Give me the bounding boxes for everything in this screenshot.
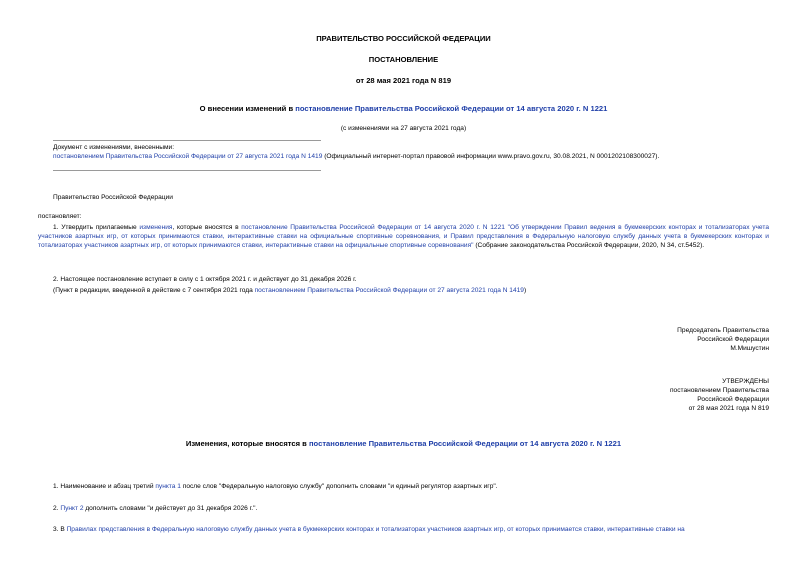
change-2-text-b: дополнить словами "и действует до 31 декабря 2026 г.". (83, 505, 258, 512)
change-2 (53, 505, 257, 514)
change-3-link[interactable]: Правилах представления в Федеральную налоговую службу данных учета в букмекерских конторах и тотализаторах участников азартных игр, от которых принимается ставки, интерактивные ставки на (66, 526, 685, 533)
doc-type-heading: ПОСТАНОВЛЕНИЕ (368, 55, 439, 64)
approved-line-3: Российской Федерации (697, 395, 769, 403)
divider-bottom (53, 170, 321, 171)
signature-name: М.Мишустин (730, 344, 769, 352)
changes-title (0, 439, 807, 449)
change-1 (53, 483, 498, 492)
item-2-note (53, 287, 526, 296)
approved-line-1: УТВЕРЖДЕНЫ (722, 378, 769, 385)
change-1-link[interactable]: пункта 1 (155, 483, 181, 490)
item-1-link-resolution[interactable]: постановление Правительства Российской Федерации от 14 августа 2020 г. N 1221 "Об утверждении Правил ведения в букмекерских конторах и тотализаторах учета участников азартных игр, от которых принимаются ставки, интерактивные ставки на официальные спортивные соревнования, и Правил представления в Федеральную налоговую службу данных учета в букмекерских конторах и тотализаторах участников азартных игр, от которых принимаются ставки, интерактивные ставки на официальные спортивные соревнования" (38, 224, 769, 249)
doc-title (0, 104, 807, 114)
approved-line-4: от 28 мая 2021 года N 819 (688, 404, 769, 412)
item-2-note-text-b: ) (523, 287, 527, 294)
changes-title-link[interactable]: постановление Правительства Российской Федерации от 14 августа 2020 г. N 1221 (308, 439, 622, 448)
doc-title-prefix: О внесении изменений в (199, 104, 296, 113)
changes-info-line1: Документ с изменениями, внесенными: (53, 144, 175, 151)
change-1-text-a: 1. Наименование и абзац третий (53, 483, 156, 490)
signature-block (677, 327, 769, 354)
change-2-text-a: 2. (53, 505, 61, 512)
divider-top (53, 140, 321, 141)
item-1-text-c: (Собрание законодательства Российской Федерации, 2020, N 34, ст.5452). (473, 241, 705, 249)
change-3 (53, 526, 769, 535)
item-1-text-a: 1. Утвердить прилагаемые (53, 224, 140, 231)
changes-info-box (53, 144, 773, 162)
resolves-line: постановляет: (38, 213, 82, 220)
change-1-text-b: после слов "Федеральную налоговую службу" дополнить словами "и единый регулятор азартных игр". (180, 483, 498, 490)
org-heading: ПРАВИТЕЛЬСТВО РОССИЙСКОЙ ФЕДЕРАЦИИ (316, 34, 491, 43)
signature-line-1: Председатель Правительства (677, 327, 769, 334)
doc-title-link[interactable]: постановление Правительства Российской Федерации от 14 августа 2020 г. N 1221 (295, 104, 608, 113)
approved-line-2: постановлением Правительства (669, 386, 769, 394)
doc-subtitle: (с изменениями на 27 августа 2021 года) (340, 125, 467, 132)
changes-info-line2 (53, 153, 773, 162)
item-2: 2. Настоящее постановление вступает в силу с 1 октября 2021 г. и действует до 31 декабря 2026 г. (53, 276, 357, 283)
item-2-note-text-a: (Пункт в редакции, введенной в действие с 7 сентября 2021 года (53, 287, 255, 294)
signature-line-2: Российской Федерации (697, 335, 769, 343)
doc-date-number: от 28 мая 2021 года N 819 (355, 76, 452, 85)
changes-title-prefix: Изменения, которые вносятся в (185, 439, 309, 448)
changes-info-link[interactable]: постановлением Правительства Российской Федерации от 27 августа 2021 года N 1419 (53, 152, 323, 160)
item-2-note-link[interactable]: постановлением Правительства Российской Федерации от 27 августа 2021 года N 1419 (254, 287, 524, 294)
approved-block (670, 378, 769, 414)
changes-info-rest: (Официальный интернет-портал правовой информации www.pravo.gov.ru, 30.08.2021, N 0001202108300027). (322, 152, 660, 160)
item-1-text-b: , которые вносятся в (172, 224, 242, 231)
item-1 (38, 224, 769, 251)
government-line: Правительство Российской Федерации (53, 194, 173, 201)
change-2-link[interactable]: Пункт 2 (60, 505, 84, 512)
item-1-link-changes[interactable]: изменения (139, 224, 173, 231)
change-3-text-a: 3. В (53, 526, 67, 533)
